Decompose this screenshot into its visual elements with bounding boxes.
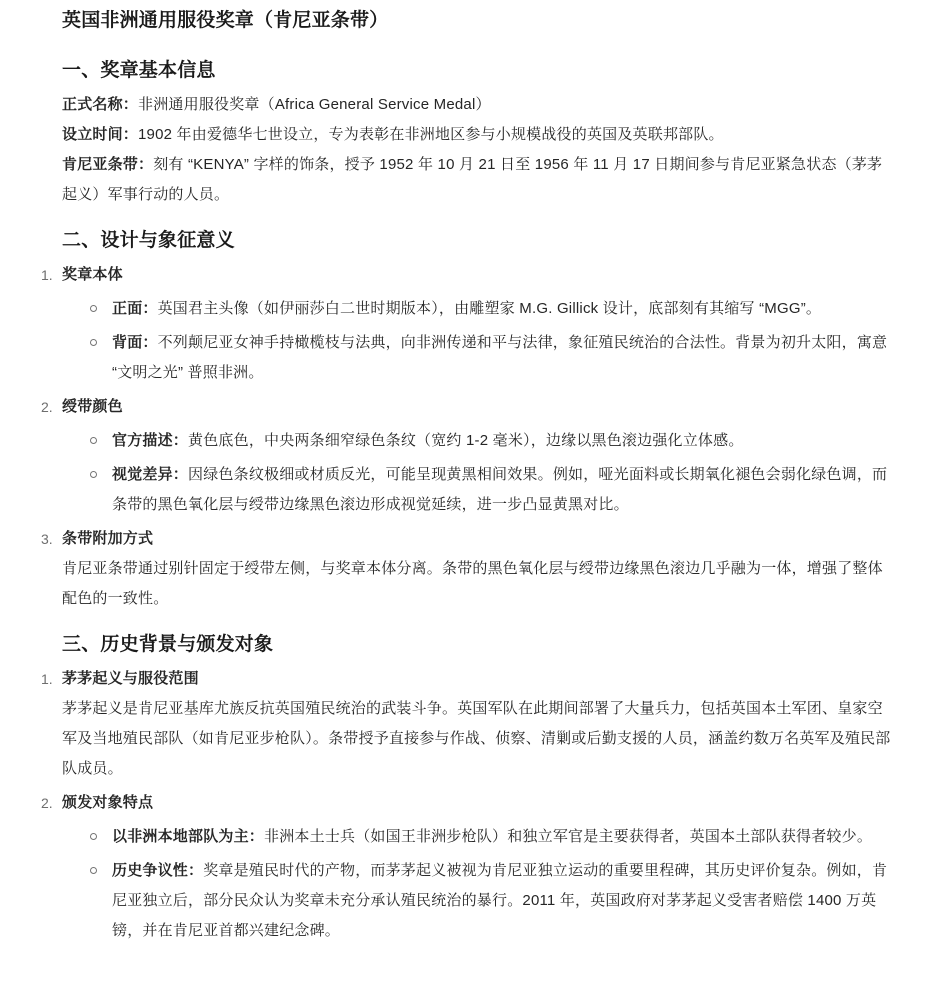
list-number: 2.: [41, 795, 53, 811]
info-label: 正式名称：: [62, 96, 139, 113]
info-text: 刻有 “KENYA” 字样的饰条，授予 1952 年 10 月 21 日至 1956 年 11 月 17 日期间参与肯尼亚紧急状态（茅茅起义）军事行动的人员。: [62, 156, 883, 203]
basic-info-paragraph: [62, 90, 892, 210]
recipients-sublist: [62, 822, 892, 946]
list-item-title: 条带附加方式: [62, 530, 154, 547]
list-item-title: 颁发对象特点: [62, 794, 154, 811]
list-item-clasp-attachment: [41, 524, 892, 614]
list-item-ribbon-color: [41, 392, 892, 520]
circle-bullet-icon: [90, 471, 97, 478]
history-list: [41, 664, 892, 946]
sub-item-label: 官方描述：: [112, 432, 189, 449]
design-list: [41, 260, 892, 614]
circle-bullet-icon: [90, 339, 97, 346]
info-line-establishment: [62, 120, 892, 150]
sub-item-label: 正面：: [112, 300, 158, 317]
sub-item-visual-difference: [112, 460, 892, 520]
info-label: 设立时间：: [62, 126, 139, 143]
sub-item-text: 英国君主头像（如伊丽莎白二世时期版本），由雕塑家 M.G. Gillick 设计，底部刻有其缩写 “MGG”。: [157, 300, 822, 317]
list-item-paragraph: 肯尼亚条带通过别针固定于绶带左侧，与奖章本体分离。条带的黑色氧化层与绶带边缘黑色滚边几乎融为一体，增强了整体配色的一致性。: [62, 560, 883, 607]
list-number: 1.: [41, 671, 53, 687]
sub-item-text: 因绿色条纹极细或材质反光，可能呈现黄黑相间效果。例如，哑光面料或长期氧化褪色会弱化绿色调，而条带的黑色氧化层与绶带边缘黑色滚边形成视觉延续，进一步凸显黄黑对比。: [112, 466, 888, 513]
list-item-recipients: [41, 788, 892, 946]
sub-item-text: 非洲本土士兵（如国王非洲步枪队）和独立军官是主要获得者，英国本土部队获得者较少。: [264, 828, 873, 845]
list-item-title: 茅茅起义与服役范围: [62, 670, 199, 687]
sub-item-historical-controversy: [112, 856, 892, 946]
info-line-kenya-clasp: [62, 150, 892, 210]
sub-item-reverse: [112, 328, 892, 388]
sub-item-african-troops: [112, 822, 892, 852]
sub-item-label: 背面：: [112, 334, 158, 351]
info-label: 肯尼亚条带：: [62, 156, 154, 173]
info-text: 非洲通用服役奖章（Africa General Service Medal）: [138, 96, 491, 113]
section-heading-basic-info: 一、奖章基本信息: [62, 60, 216, 81]
list-number: 3.: [41, 531, 53, 547]
page-title: 英国非洲通用服役奖章（肯尼亚条带）: [62, 10, 389, 31]
list-item-paragraph: 茅茅起义是肯尼亚基库尤族反抗英国殖民统治的武装斗争。英国军队在此期间部署了大量兵力，包括英国本土军团、皇家空军及当地殖民部队（如肯尼亚步枪队）。条带授予直接参与作战、侦察、清剿或后勤支援的人员，涵盖约数万名英军及殖民部队成员。: [62, 700, 891, 777]
sub-item-obverse: [112, 294, 892, 324]
list-item-title: 奖章本体: [62, 266, 123, 283]
circle-bullet-icon: [90, 437, 97, 444]
circle-bullet-icon: [90, 833, 97, 840]
sub-item-official-description: [112, 426, 892, 456]
ribbon-color-sublist: [62, 426, 892, 520]
list-item-title: 绶带颜色: [62, 398, 123, 415]
circle-bullet-icon: [90, 305, 97, 312]
list-number: 1.: [41, 267, 53, 283]
list-number: 2.: [41, 399, 53, 415]
sub-item-text: 黄色底色，中央两条细窄绿色条纹（宽约 1-2 毫米），边缘以黑色滚边强化立体感。: [188, 432, 744, 449]
section-heading-design: 二、设计与象征意义: [62, 230, 235, 251]
circle-bullet-icon: [90, 867, 97, 874]
sub-item-label: 以非洲本地部队为主：: [112, 828, 265, 845]
info-text: 1902 年由爱德华七世设立，专为表彰在非洲地区参与小规模战役的英国及英联邦部队。: [138, 126, 724, 143]
list-item-medal-body: [41, 260, 892, 388]
section-heading-history: 三、历史背景与颁发对象: [62, 634, 274, 655]
info-line-official-name: [62, 90, 892, 120]
sub-item-label: 历史争议性：: [112, 862, 204, 879]
sub-item-text: 奖章是殖民时代的产物，而茅茅起义被视为肯尼亚独立运动的重要里程碑，其历史评价复杂。例如，肯尼亚独立后，部分民众认为奖章未充分承认殖民统治的暴行。2011 年，英国政府对茅茅起义受害者赔偿 1400 万英镑，并在肯尼亚首都兴建纪念碑。: [112, 862, 888, 939]
sub-item-label: 视觉差异：: [112, 466, 189, 483]
list-item-mau-mau: [41, 664, 892, 784]
sub-item-text: 不列颠尼亚女神手持橄榄枝与法典，向非洲传递和平与法律，象征殖民统治的合法性。背景为初升太阳，寓意 “文明之光” 普照非洲。: [112, 334, 888, 381]
medal-body-sublist: [62, 294, 892, 388]
